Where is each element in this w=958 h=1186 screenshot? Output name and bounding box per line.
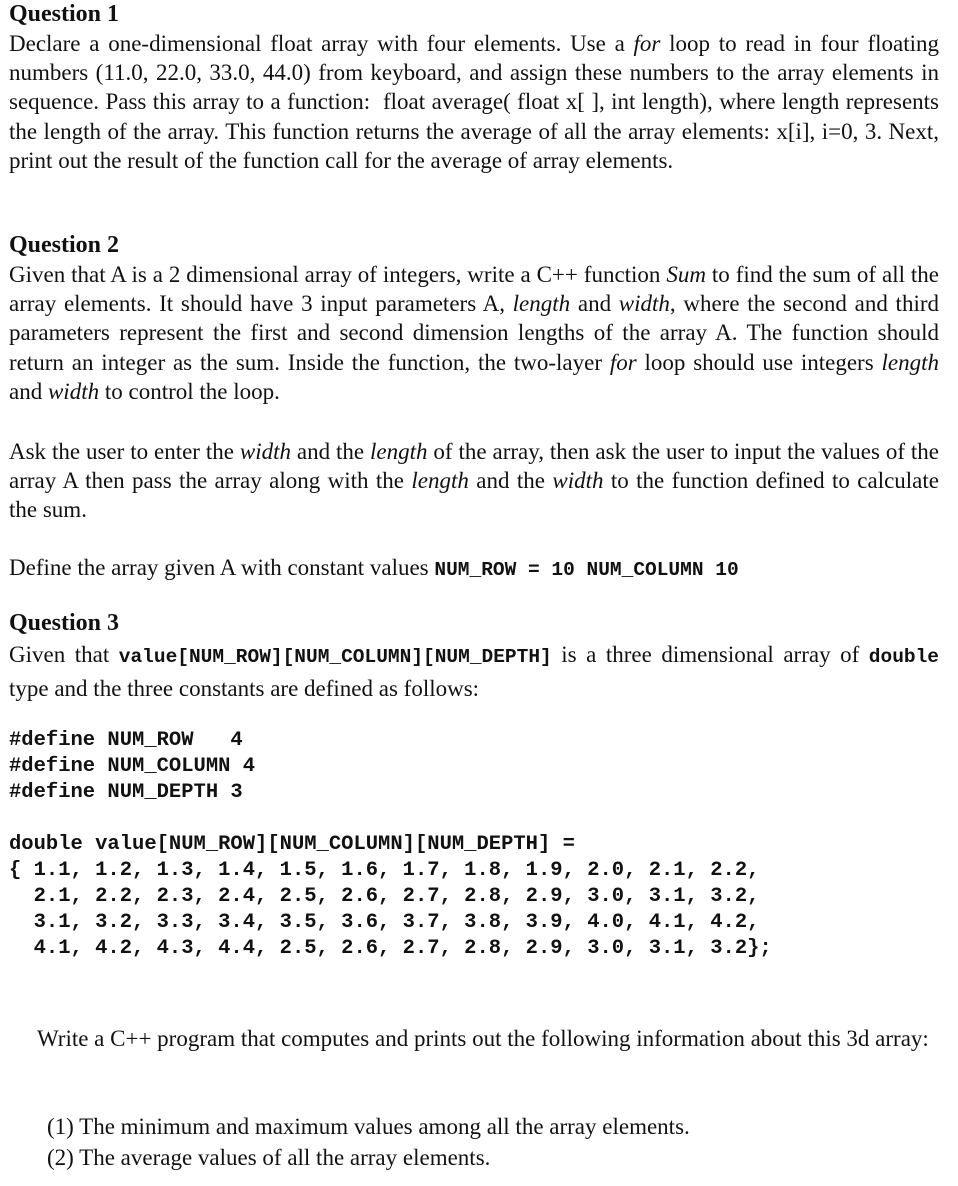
question-2-constants-line xyxy=(9,553,939,585)
array-initializer-code: double value[NUM_ROW][NUM_COLUMN][NUM_DEPTH] = { 1.1, 1.2, 1.3, 1.4, 1.5, 1.6, 1.7, 1.8, 1.9, 2.0, 2.1, 2.2, 2.1, 2.2, 2.3, 2.4, 2.5, 2.6, 2.7, 2.8, 2.9, 3.0, 3.1, 3.2, 3.1, 3.2, 3.3, 3.4, 3.5, 3.6, 3.7, 3.8, 3.9, 4.0, 4.1, 4.2, 4.1, 4.2, 4.3, 4.4, 2.5, 2.6, 2.7, 2.8, 2.9, 3.0, 3.1, 3.2}; xyxy=(9,833,772,960)
width-param: width xyxy=(618,291,670,317)
text-run: and xyxy=(9,378,48,404)
text-run: and the xyxy=(291,439,371,464)
question-3-task-text: Write a C++ program that computes and prints out the following information about this 3d array: xyxy=(37,1026,929,1051)
list-item: (2) The average values of all the array elements. xyxy=(47,1144,491,1170)
width-param: width xyxy=(47,378,100,404)
question-2-user-input xyxy=(9,437,939,525)
array-declaration-code: value[NUM_ROW][NUM_COLUMN][NUM_DEPTH] xyxy=(118,646,552,668)
text-run: type and the three constants are defined as follows: xyxy=(9,676,480,701)
question-2-body xyxy=(9,260,939,406)
question-3-task xyxy=(37,1024,937,1053)
question-2 xyxy=(9,231,939,406)
question-2-input-paragraph xyxy=(9,437,939,525)
text-run: loop to read in four floating numbers (11.0, 22.0, 33.0, 44.0) from keyboard, and assign these numbers to the array elements in sequence. Pass this array to a function: float average( float x[ ], int length), where length represents the length of the array. This function returns the average of all the array elements: x[i], i=0, 3. Next, print out the result of the function call for the average of array elements. xyxy=(9,31,939,173)
text-run: Ask the user to enter the xyxy=(9,439,240,464)
text-run: is a three dimensional array of xyxy=(551,642,869,667)
for-keyword: for xyxy=(609,349,637,375)
text-run: to control the loop. xyxy=(99,378,280,404)
for-keyword: for xyxy=(633,31,661,56)
question-1 xyxy=(9,0,939,175)
width-param: width xyxy=(239,439,291,464)
text-run: and xyxy=(570,291,619,317)
question-2-constants xyxy=(9,553,939,585)
length-param: length xyxy=(411,468,469,494)
define-constants-code: #define NUM_ROW 4 #define NUM_COLUMN 4 #define NUM_DEPTH 3 xyxy=(9,729,256,804)
text-run: loop should use integers xyxy=(636,349,882,375)
question-3 xyxy=(9,609,939,704)
sum-function-name: Sum xyxy=(666,262,706,287)
list-item: (1) The minimum and maximum values among all the array elements. xyxy=(47,1114,690,1139)
text-run: to the function defined to calculate the sum. xyxy=(9,468,939,523)
text-run: to find the sum of all the array elements. It should have 3 input parameters A, xyxy=(9,262,939,317)
question-1-body xyxy=(9,29,939,175)
requirements-list xyxy=(47,1112,937,1173)
text-run: , where the second and third parameters represent the first and second dimension lengths of the array A. The function should return an integer as the sum. Inside the function, the two-layer xyxy=(9,291,939,375)
question-1-title: Question 1 xyxy=(9,1,120,27)
double-keyword: double xyxy=(868,646,940,668)
length-param: length xyxy=(881,349,939,375)
text-run: and the xyxy=(468,468,553,494)
question-2-title: Question 2 xyxy=(9,232,120,258)
text-run: Define the array given A with constant values xyxy=(9,555,435,580)
question-3-title: Question 3 xyxy=(9,610,120,636)
text-run: Given that A is a 2 dimensional array of integers, write a C++ function xyxy=(9,262,667,287)
constants-code: NUM_ROW = 10 NUM_COLUMN 10 xyxy=(434,559,739,581)
length-param: length xyxy=(512,291,571,317)
width-param: width xyxy=(552,468,604,494)
text-run: Given that xyxy=(9,642,119,667)
question-3-body xyxy=(9,639,939,704)
text-run: Declare a one-dimensional float array with four elements. Use a xyxy=(9,31,634,56)
text-run: of the array, then ask the user to input the values of the array A then pass the array along with the xyxy=(9,439,940,494)
length-param: length xyxy=(370,439,428,464)
